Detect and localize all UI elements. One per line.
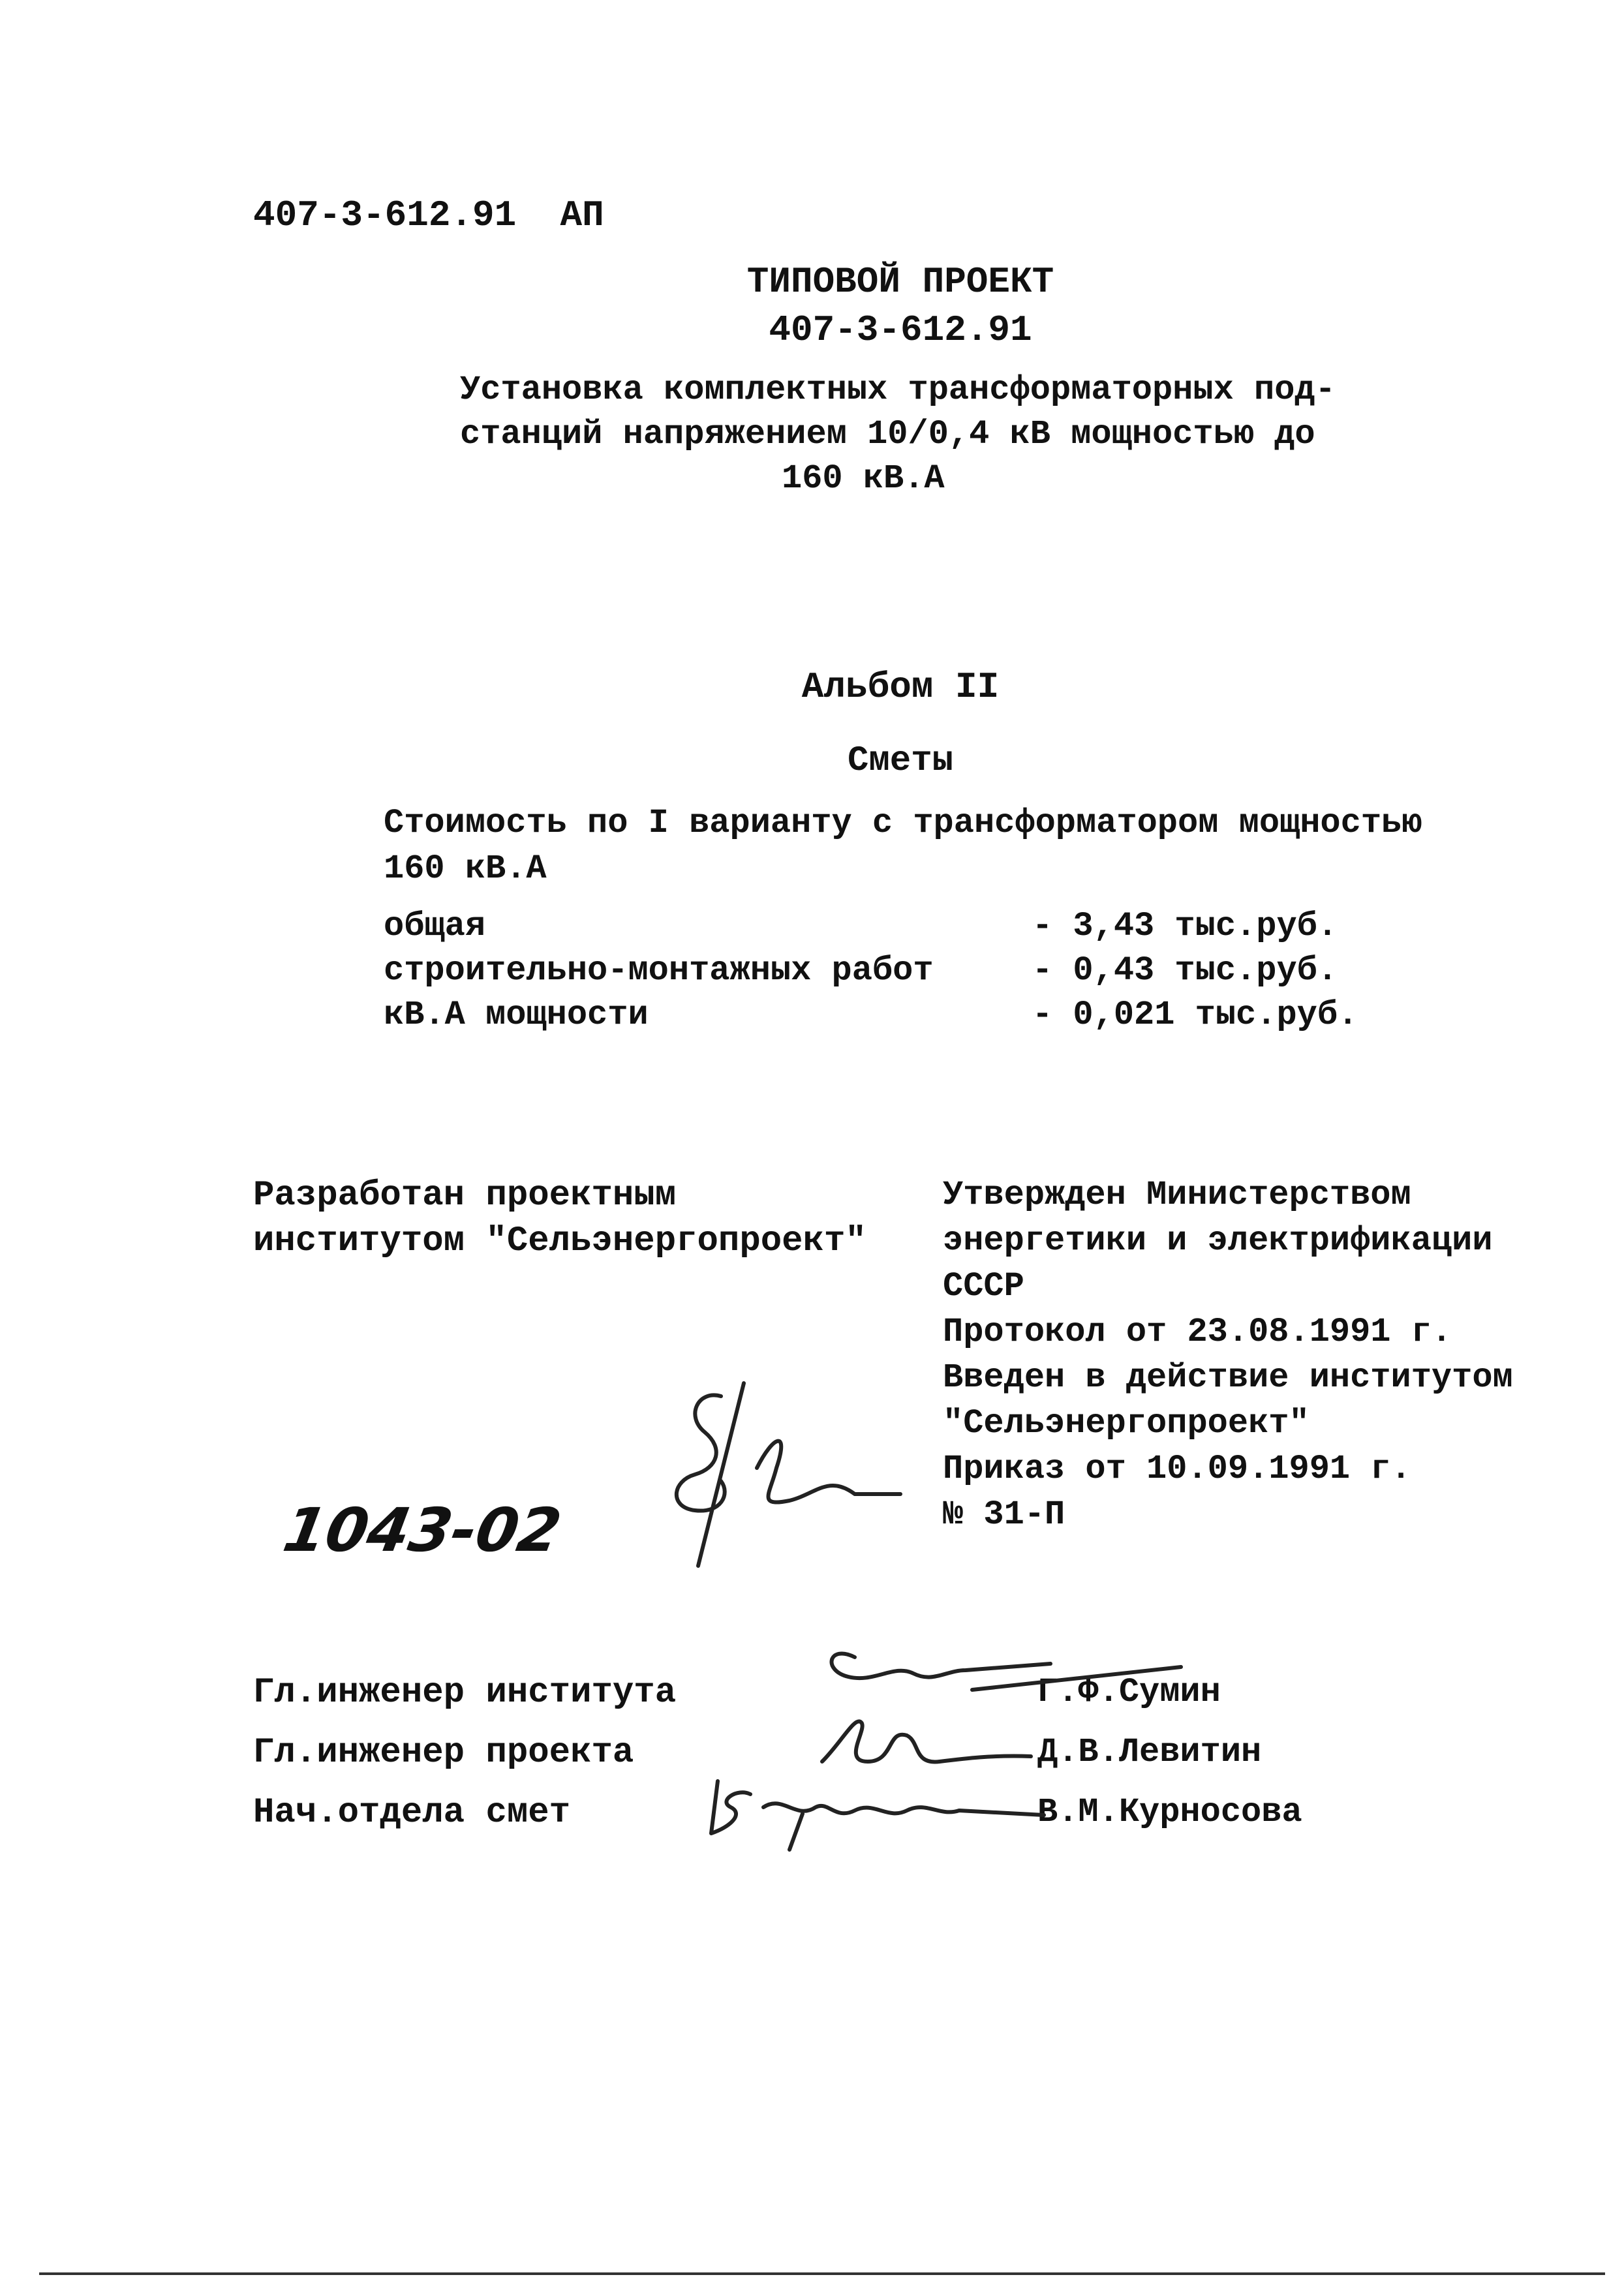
approval-line: "Сельэнергопроект"	[943, 1404, 1310, 1443]
cost-heading-line-1: Стоимость по I варианту с трансформатором мощностью	[384, 804, 1422, 842]
approval-line: энергетики и электрификации	[943, 1221, 1493, 1260]
project-title-line-2: станций напряжением 10/0,4 кВ мощностью до	[460, 415, 1315, 453]
approval-line: Утвержден Министерством	[943, 1176, 1411, 1214]
cost-row-label: общая	[384, 907, 486, 945]
cost-row-label: кВ.А мощности	[384, 996, 649, 1034]
cost-row-value: - 3,43 тыс.руб.	[1032, 907, 1338, 945]
signatory-name: Д.В.Левитин	[1037, 1733, 1262, 1771]
developed-by-line-1: Разработан проектным	[253, 1176, 677, 1215]
signatory-name: В.М.Курносова	[1037, 1793, 1302, 1831]
approval-line: № 31-П	[943, 1495, 1065, 1534]
signatory-role: Нач.отдела смет	[253, 1793, 571, 1833]
approval-line: Протокол от 23.08.1991 г.	[943, 1313, 1452, 1351]
approval-line: Приказ от 10.09.1991 г.	[943, 1450, 1411, 1488]
approval-line: СССР	[943, 1267, 1024, 1306]
cost-row-value: - 0,43 тыс.руб.	[1032, 951, 1338, 990]
cost-row-label: строительно-монтажных работ	[384, 951, 934, 990]
signatory-role: Гл.инженер проекта	[253, 1733, 634, 1773]
signatory-name: Г.Ф.Сумин	[1037, 1673, 1221, 1711]
cost-heading-line-2: 160 кВ.А	[384, 849, 547, 888]
document-code: 407-3-612.91 АП	[253, 194, 604, 236]
project-title-line-1: Установка комплектных трансформаторных под-	[460, 371, 1336, 409]
project-title-line-3: 160 кВ.А	[782, 459, 945, 498]
signature	[692, 1755, 1057, 1853]
handwritten-mark	[659, 1370, 920, 1585]
project-kind: ТИПОВОЙ ПРОЕКТ	[746, 261, 1054, 303]
inventory-number: 1043-02	[278, 1495, 566, 1565]
section-title: Сметы	[847, 741, 954, 781]
album-title: Альбом II	[801, 666, 1000, 708]
project-number: 407-3-612.91	[769, 309, 1032, 351]
signatory-role: Гл.инженер института	[253, 1673, 677, 1713]
cost-row-value: - 0,021 тыс.руб.	[1032, 996, 1358, 1034]
approval-line: Введен в действие институтом	[943, 1358, 1513, 1397]
developed-by-line-2: институтом "Сельэнергопроект"	[253, 1221, 866, 1261]
bottom-rule	[39, 2272, 1605, 2275]
